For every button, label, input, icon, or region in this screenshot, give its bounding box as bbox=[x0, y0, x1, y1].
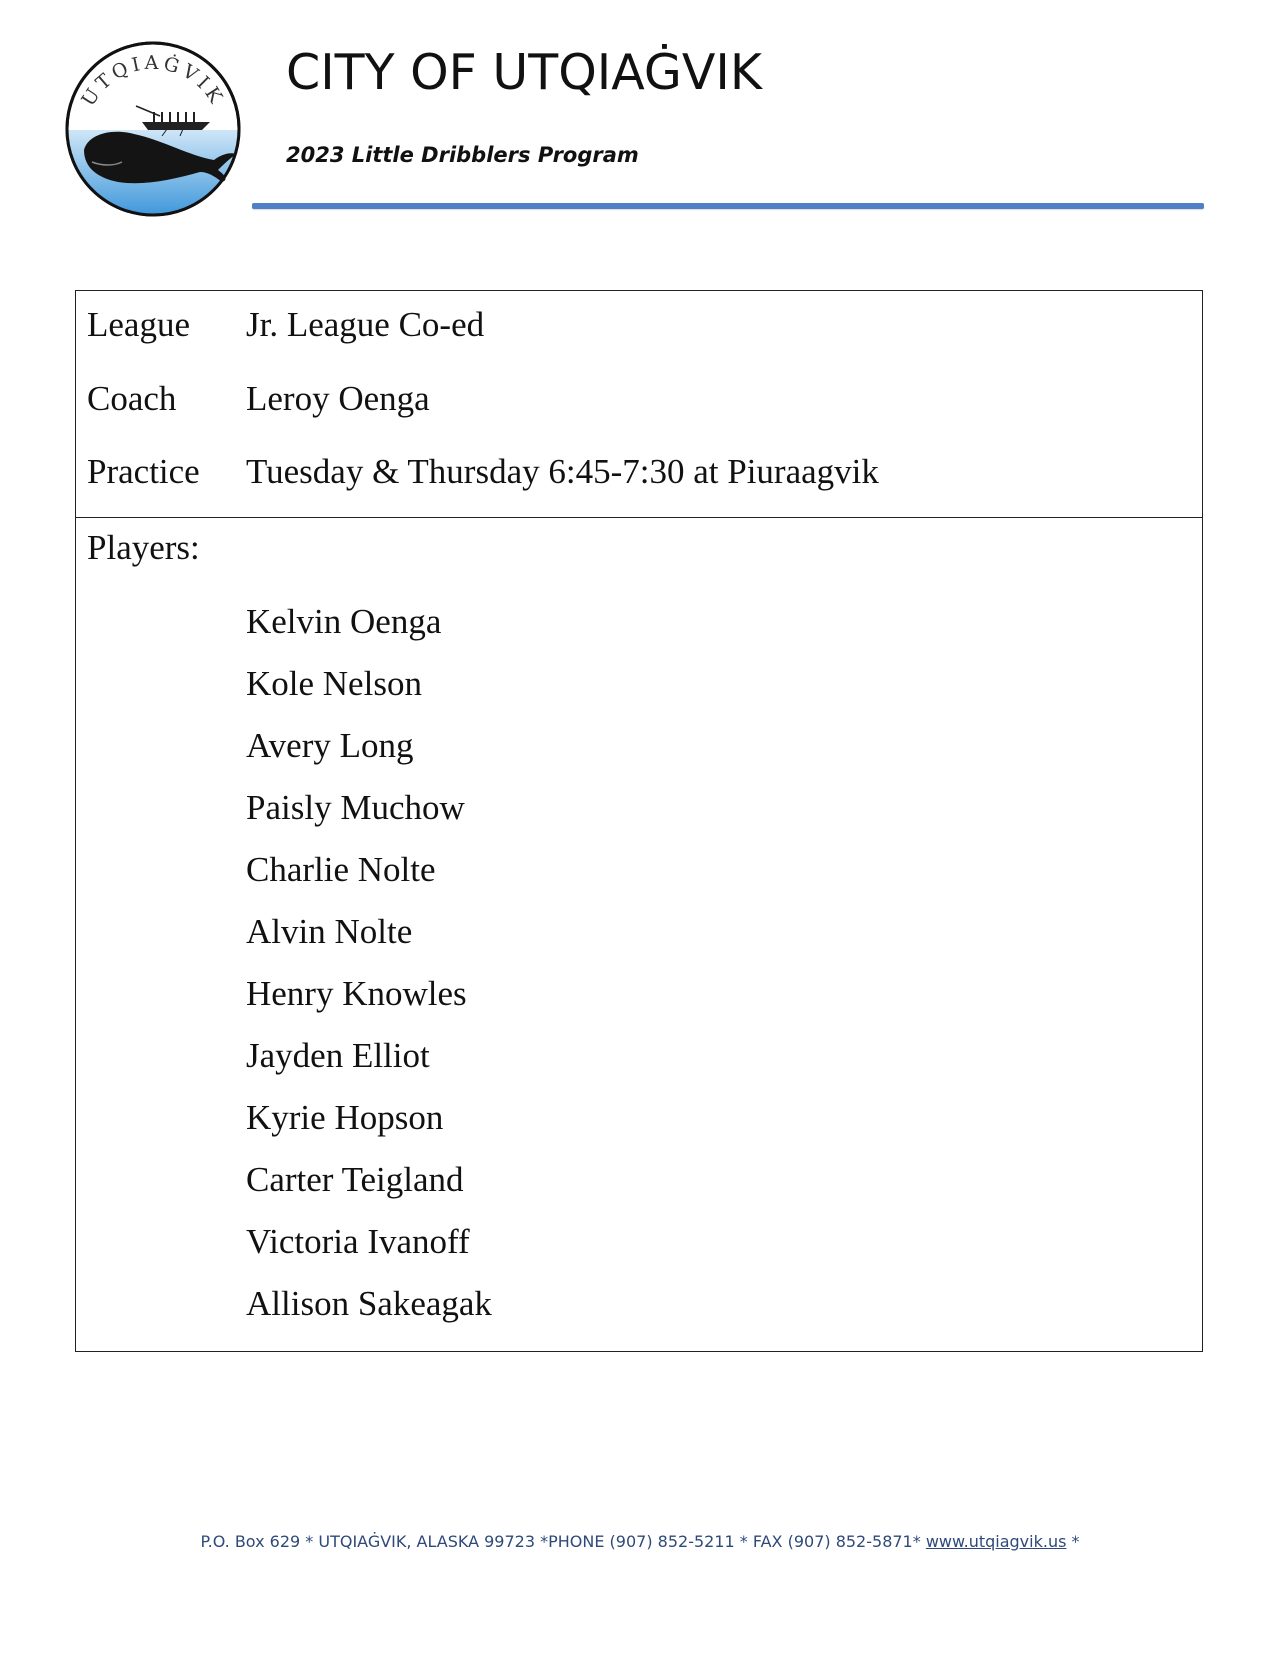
city-title: CITY OF UTQIAĠVIK bbox=[286, 44, 762, 101]
city-seal-logo bbox=[62, 38, 244, 220]
player-name: Jayden Elliot bbox=[246, 1036, 430, 1075]
player-name: Carter Teigland bbox=[246, 1160, 464, 1199]
footer-address: P.O. Box 629 * UTQIAĠVIK, ALASKA 99723 *PHONE (907) 852-5211 * FAX (907) 852-5871* bbox=[200, 1532, 921, 1551]
coach-value: Leroy Oenga bbox=[246, 379, 430, 418]
info-divider bbox=[76, 517, 1202, 518]
league-value: Jr. League Co-ed bbox=[246, 305, 485, 344]
player-name: Kelvin Oenga bbox=[246, 602, 442, 641]
program-title: 2023 Little Dribblers Program bbox=[286, 143, 639, 167]
player-name: Kole Nelson bbox=[246, 664, 422, 703]
players-label: Players: bbox=[87, 528, 200, 567]
player-name: Henry Knowles bbox=[246, 974, 467, 1013]
practice-label: Practice bbox=[87, 452, 200, 491]
practice-value: Tuesday & Thursday 6:45-7:30 at Piuraagvik bbox=[246, 452, 879, 491]
footer bbox=[0, 1532, 1280, 1551]
team-info-box bbox=[75, 290, 1203, 1352]
player-name: Paisly Muchow bbox=[246, 788, 465, 827]
seal-text: UTQIAĠVIK bbox=[77, 51, 229, 111]
coach-label: Coach bbox=[87, 379, 177, 418]
website-link[interactable]: www.utqiagvik.us bbox=[925, 1532, 1067, 1551]
footer-trail: * bbox=[1071, 1532, 1080, 1551]
player-name: Alvin Nolte bbox=[246, 912, 413, 951]
player-name: Allison Sakeagak bbox=[246, 1284, 492, 1323]
league-label: League bbox=[87, 305, 190, 344]
player-name: Charlie Nolte bbox=[246, 850, 436, 889]
player-name: Kyrie Hopson bbox=[246, 1098, 444, 1137]
header-rule bbox=[252, 203, 1204, 209]
player-name: Avery Long bbox=[246, 726, 414, 765]
player-name: Victoria Ivanoff bbox=[246, 1222, 470, 1261]
